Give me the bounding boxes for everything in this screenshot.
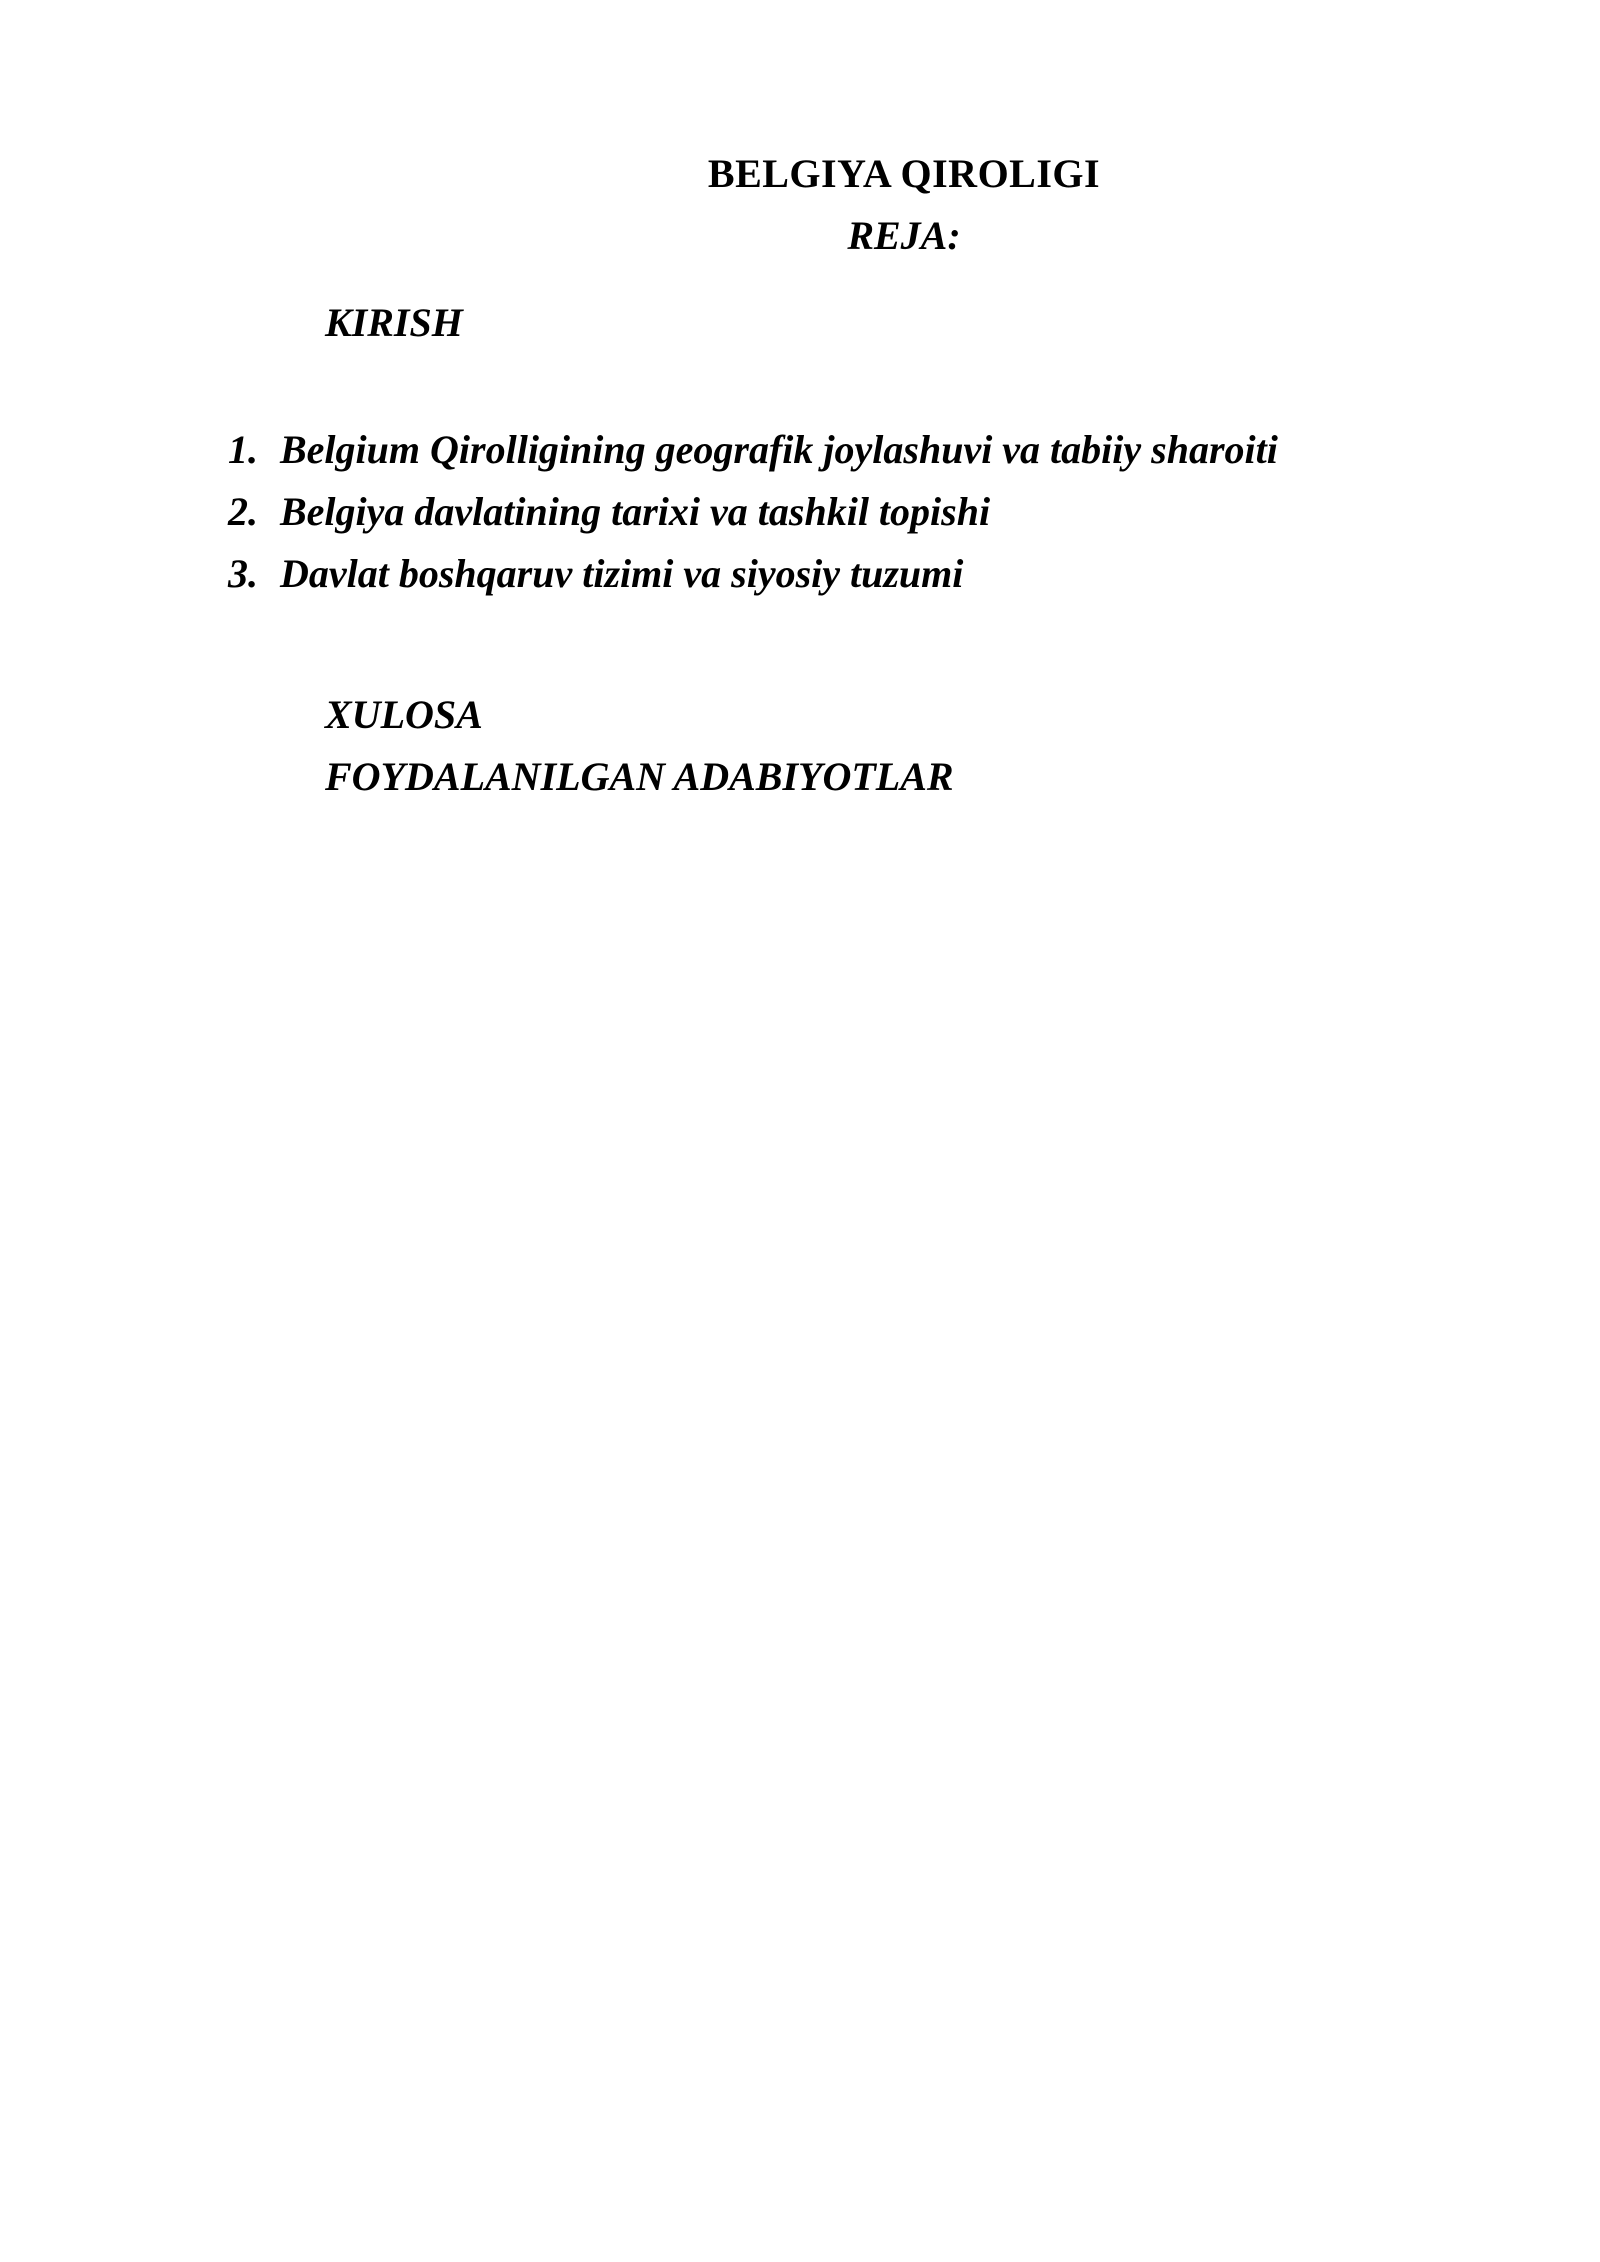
conclusion-heading: XULOSA (325, 692, 483, 737)
list-item-text: Belgium Qirolligining geografik joylashuvi va tabiiy sharoiti (280, 427, 1278, 472)
list-item-number: 2. (228, 489, 258, 534)
list-item (0, 419, 1600, 481)
list-item (0, 543, 1600, 605)
list-item-number: 3. (228, 551, 258, 596)
references-heading: FOYDALANILGAN ADABIYOTLAR (325, 754, 954, 799)
title-block (208, 0, 1600, 260)
intro-heading: KIRISH (325, 300, 463, 345)
list-item-text: Davlat boshqaruv tizimi va siyosiy tuzumi (280, 551, 964, 596)
page-title: BELGIYA QIROLIGI (707, 151, 1101, 196)
toc-list (0, 419, 1600, 605)
plan-subtitle: REJA: (847, 213, 961, 258)
list-item (0, 481, 1600, 543)
list-item-number: 1. (228, 427, 258, 472)
list-item-text: Belgiya davlatining tarixi va tashkil topishi (280, 489, 991, 534)
